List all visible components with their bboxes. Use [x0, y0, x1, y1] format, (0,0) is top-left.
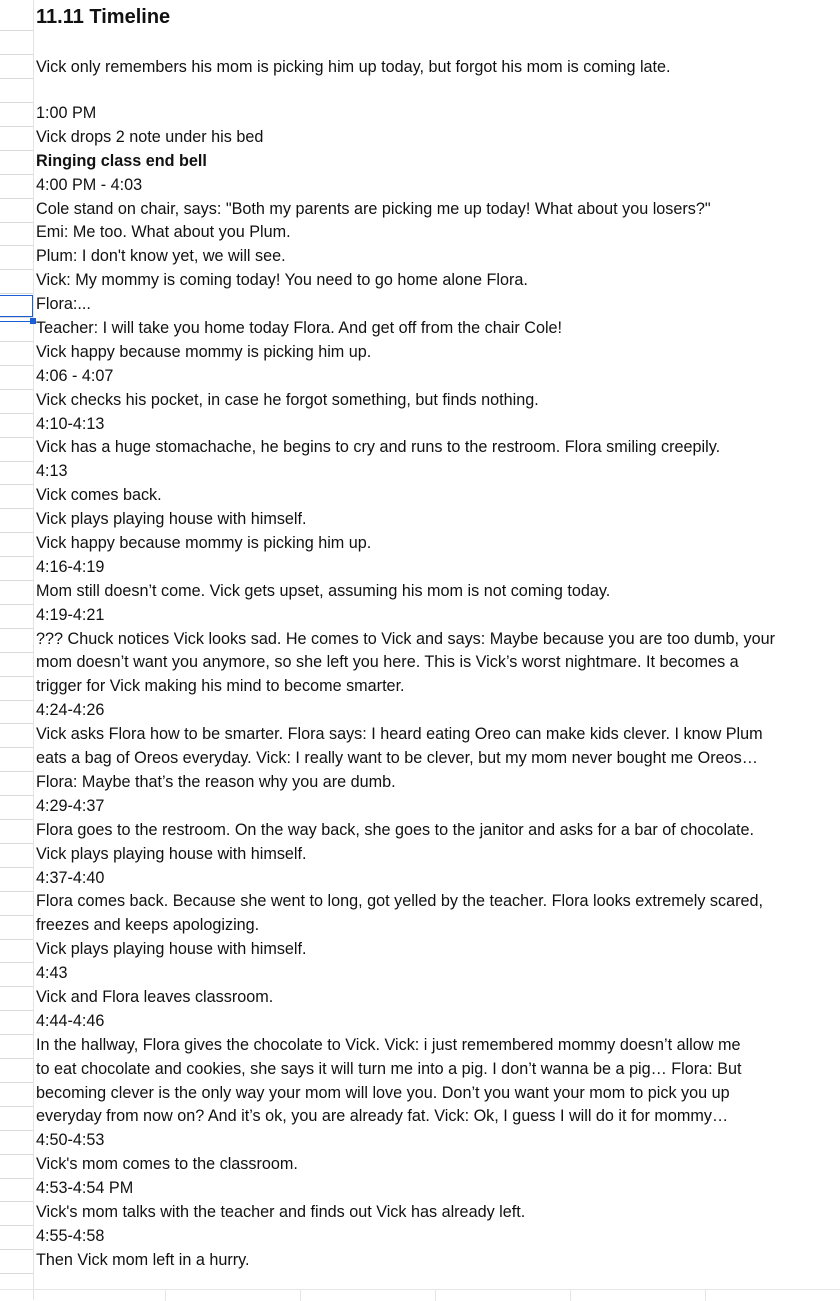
- row-gridline: [0, 102, 34, 103]
- row-gridline: [0, 891, 34, 892]
- timeline-line[interactable]: Vick drops 2 note under his bed: [36, 127, 264, 146]
- timeline-line[interactable]: 4:13: [36, 462, 68, 481]
- timeline-line[interactable]: Vick happy because mommy is picking him up.: [36, 534, 372, 553]
- row-gridline: [0, 198, 34, 199]
- row-gridline: [0, 1082, 34, 1083]
- timeline-line[interactable]: mom doesn’t want you anymore, so she left you here. This is Vick’s worst nightmare. It becomes a: [36, 653, 739, 672]
- row-gridline: [0, 365, 34, 366]
- row-gridline: [0, 532, 34, 533]
- row-gridline: [0, 676, 34, 677]
- timeline-line[interactable]: Then Vick mom left in a hurry.: [36, 1250, 250, 1269]
- row-gridline: [0, 222, 34, 223]
- column-border: [33, 0, 34, 1300]
- timeline-line[interactable]: Plum: I don't know yet, we will see.: [36, 247, 286, 266]
- row-gridline: [0, 1058, 34, 1059]
- row-gridline: [0, 269, 34, 270]
- row-gridline: [0, 771, 34, 772]
- document-title[interactable]: 11.11 Timeline: [36, 6, 171, 28]
- row-gridline: [0, 556, 34, 557]
- timeline-line[interactable]: Vick plays playing house with himself.: [36, 844, 307, 863]
- selected-row-marker[interactable]: [0, 295, 33, 317]
- row-gridline: [0, 78, 34, 79]
- row-gridline: [0, 1249, 34, 1250]
- timeline-line[interactable]: Vick happy because mommy is picking him up.: [36, 342, 372, 361]
- timeline-line[interactable]: becoming clever is the only way your mom will love you. Don’t you want your mom to pick you up: [36, 1083, 730, 1102]
- row-gridline: [0, 580, 34, 581]
- timeline-line[interactable]: Vick and Flora leaves classroom.: [36, 987, 274, 1006]
- row-gridline: [0, 54, 34, 55]
- timeline-line[interactable]: Vick plays playing house with himself.: [36, 510, 307, 529]
- timeline-line[interactable]: 4:00 PM - 4:03: [36, 175, 143, 194]
- timeline-line[interactable]: 4:10-4:13: [36, 414, 105, 433]
- row-gridline: [0, 1273, 34, 1274]
- timeline-line[interactable]: Emi: Me too. What about you Plum.: [36, 223, 291, 242]
- timeline-line[interactable]: 4:16-4:19: [36, 557, 105, 576]
- timeline-line[interactable]: Flora:...: [36, 295, 91, 314]
- column-strip: [0, 1289, 840, 1301]
- timeline-line[interactable]: trigger for Vick making his mind to become smarter.: [36, 677, 405, 696]
- row-gridline: [0, 413, 34, 414]
- timeline-body: [36, 102, 836, 1273]
- row-gridline: [0, 174, 34, 175]
- timeline-line[interactable]: Vick comes back.: [36, 486, 162, 505]
- row-gridline: [0, 962, 34, 963]
- selection-line: [0, 321, 30, 322]
- row-gridline: [0, 986, 34, 987]
- timeline-line[interactable]: Vick's mom talks with the teacher and finds out Vick has already left.: [36, 1202, 526, 1221]
- timeline-line[interactable]: Vick plays playing house with himself.: [36, 940, 307, 959]
- timeline-line[interactable]: Vick has a huge stomachache, he begins to cry and runs to the restroom. Flora smiling creepily.: [36, 438, 721, 457]
- timeline-line[interactable]: ??? Chuck notices Vick looks sad. He comes to Vick and says: Maybe because you are too dumb, your: [36, 629, 776, 648]
- row-gridline: [0, 843, 34, 844]
- timeline-line[interactable]: 4:24-4:26: [36, 701, 105, 720]
- timeline-line[interactable]: 4:55-4:58: [36, 1226, 105, 1245]
- timeline-line[interactable]: freezes and keeps apologizing.: [36, 916, 260, 935]
- row-gridline: [0, 747, 34, 748]
- intro-text[interactable]: Vick only remembers his mom is picking him up today, but forgot his mom is coming late.: [36, 58, 671, 76]
- timeline-line[interactable]: eats a bag of Oreos everyday. Vick: I really want to be clever, but my mom never bought me Oreos…: [36, 749, 758, 768]
- row-gridline: [0, 484, 34, 485]
- row-gridline: [0, 867, 34, 868]
- row-gridline: [0, 389, 34, 390]
- row-gridline: [0, 126, 34, 127]
- timeline-line[interactable]: Flora: Maybe that’s the reason why you are dumb.: [36, 772, 396, 791]
- row-gridline: [0, 628, 34, 629]
- row-gridline: [0, 700, 34, 701]
- timeline-line[interactable]: In the hallway, Flora gives the chocolate to Vick. Vick: i just remembered mommy doesn’t allow me: [36, 1035, 741, 1054]
- row-gridline: [0, 1154, 34, 1155]
- row-gridline: [0, 1010, 34, 1011]
- timeline-line[interactable]: Cole stand on chair, says: "Both my parents are picking me up today! What about you losers?": [36, 199, 711, 218]
- row-gridline: [0, 1034, 34, 1035]
- timeline-line[interactable]: Vick: My mommy is coming today! You need to go home alone Flora.: [36, 271, 528, 290]
- timeline-line[interactable]: 4:50-4:53: [36, 1131, 105, 1150]
- timeline-line[interactable]: Vick's mom comes to the classroom.: [36, 1155, 298, 1174]
- row-gridline: [0, 1201, 34, 1202]
- row-header-gutter[interactable]: [0, 0, 28, 1300]
- timeline-line[interactable]: Ringing class end bell: [36, 151, 207, 170]
- row-gridline: [0, 819, 34, 820]
- row-gridline: [0, 723, 34, 724]
- row-gridline: [0, 30, 34, 31]
- row-gridline: [0, 317, 34, 318]
- timeline-line[interactable]: 4:43: [36, 964, 68, 983]
- timeline-line[interactable]: Flora goes to the restroom. On the way back, she goes to the janitor and asks for a bar of chocolate.: [36, 820, 755, 839]
- timeline-line[interactable]: Vick checks his pocket, in case he forgot something, but finds nothing.: [36, 390, 539, 409]
- timeline-line[interactable]: Flora comes back. Because she went to long, got yelled by the teacher. Flora looks extremely scared,: [36, 892, 764, 911]
- timeline-line[interactable]: everyday from now on? And it’s ok, you are already fat. Vick: Ok, I guess I will do it for mommy…: [36, 1107, 729, 1126]
- row-gridline: [0, 245, 34, 246]
- row-gridline: [0, 461, 34, 462]
- timeline-line[interactable]: Vick asks Flora how to be smarter. Flora says: I heard eating Oreo can make kids clever. I know Plum: [36, 725, 763, 744]
- row-gridline: [0, 508, 34, 509]
- row-gridline: [0, 437, 34, 438]
- row-gridline: [0, 1106, 34, 1107]
- row-gridline: [0, 293, 34, 294]
- timeline-line[interactable]: 4:44-4:46: [36, 1011, 105, 1030]
- timeline-line[interactable]: 1:00 PM: [36, 104, 97, 122]
- row-gridline: [0, 604, 34, 605]
- row-gridline: [0, 1178, 34, 1179]
- row-gridline: [0, 939, 34, 940]
- row-gridline: [0, 795, 34, 796]
- row-gridline: [0, 915, 34, 916]
- row-gridline: [0, 652, 34, 653]
- timeline-line[interactable]: Mom still doesn’t come. Vick gets upset, assuming his mom is not coming today.: [36, 581, 611, 600]
- timeline-line[interactable]: 4:19-4:21: [36, 605, 105, 624]
- timeline-line[interactable]: Teacher: I will take you home today Flora. And get off from the chair Cole!: [36, 319, 563, 338]
- timeline-line[interactable]: to eat chocolate and cookies, she says it will turn me into a pig. I don’t wanna be a pig… Flora: But: [36, 1059, 742, 1078]
- timeline-line[interactable]: 4:06 - 4:07: [36, 366, 114, 385]
- row-gridline: [0, 150, 34, 151]
- row-gridline: [0, 1225, 34, 1226]
- timeline-line[interactable]: 4:29-4:37: [36, 796, 105, 815]
- row-gridline: [0, 341, 34, 342]
- timeline-line[interactable]: 4:53-4:54 PM: [36, 1179, 134, 1198]
- timeline-line[interactable]: 4:37-4:40: [36, 868, 105, 887]
- row-gridline: [0, 1130, 34, 1131]
